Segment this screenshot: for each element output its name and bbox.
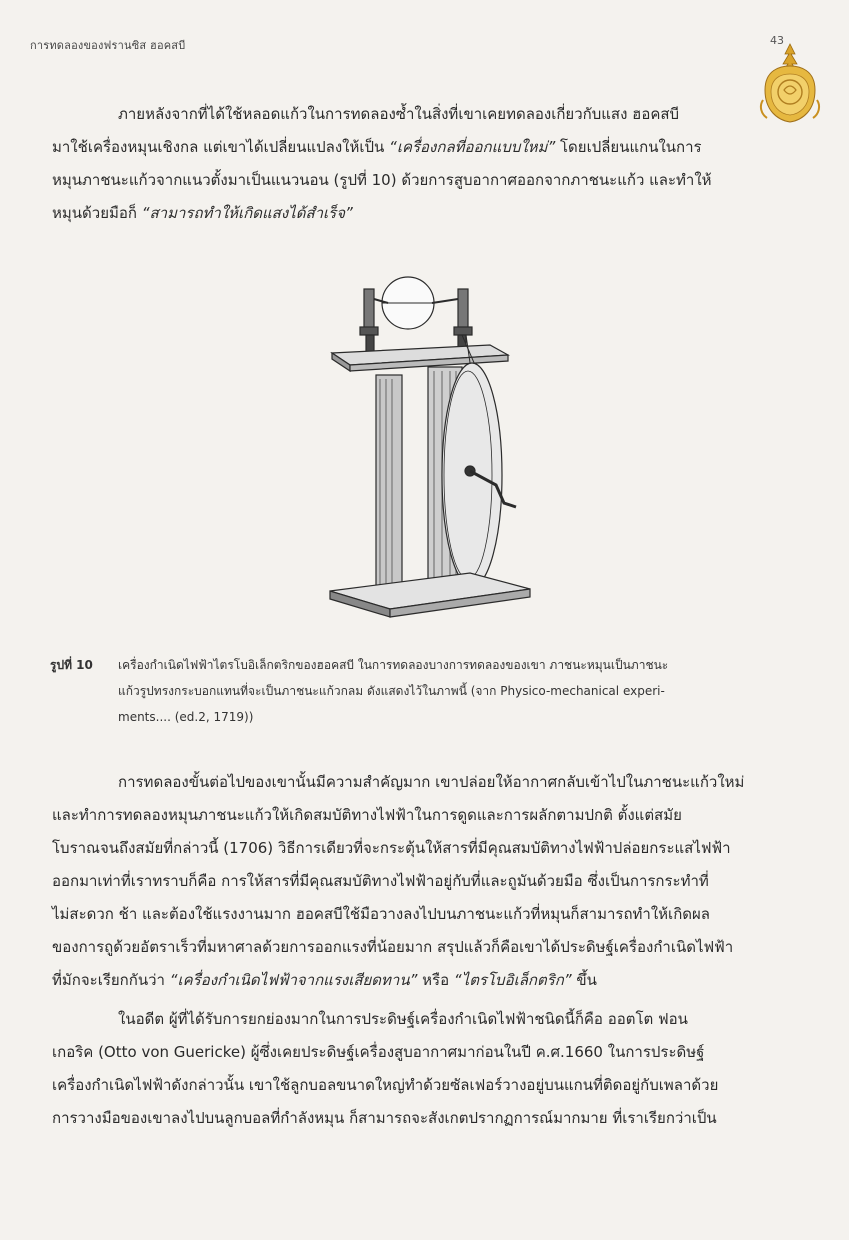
text-line: การวางมือของเขาลงไปบนลูกบอลที่กำลังหมุน ก็สามารถจะสังเกตปรากฏการณ์มากมาย ที่เราเรียกว่าเป็น [52,1109,717,1127]
paragraph-guericke [52,1003,812,1135]
text-line: เกอริค (Otto von Guericke) ผู้ซึ่งเคยประดิษฐ์เครื่องสูบอากาศมาก่อนในปี ค.ศ.1660 ในการประดิษฐ์ [52,1043,705,1061]
text-line: ที่มักจะเรียกกันว่า “เครื่องกำเนิดไฟฟ้าจากแรงเสียดทาน” หรือ “ไตรโบอิเล็กตริก” ขึ้น [52,971,597,989]
caption-line: ments.... (ed.2, 1719)) [118,710,254,724]
text-line: เครื่องกำเนิดไฟฟ้าดังกล่าวนั้น เขาใช้ลูกบอลขนาดใหญ่ทำด้วยซัลเฟอร์วางอยู่บนแกนที่ติดอยู่กับเพลาด้วย [52,1076,719,1094]
paragraph-intro [52,98,812,230]
text-line: การทดลองขั้นต่อไปของเขานั้นมีความสำคัญมาก เขาปล่อยให้อากาศกลับเข้าไปในภาชนะแก้วใหม่ [118,773,745,791]
text-line: มาใช้เครื่องหมุนเชิงกล แต่เขาได้เปลี่ยนแปลงให้เป็น “เครื่องกลที่ออกแบบใหม่” โดยเปลี่ยนแกนในการ [52,138,702,156]
paragraph-next-experiment [52,766,812,997]
text-line: ในอดีต ผู้ที่ได้รับการยกย่องมากในการประดิษฐ์เครื่องกำเนิดไฟฟ้าชนิดนี้ก็คือ ออตโต ฟอน [118,1010,688,1028]
text-line: ภายหลังจากที่ได้ใช้หลอดแก้วในการทดลองซ้ำในสิ่งที่เขาเคยทดลองเกี่ยวกับแสง ฮอคสบี [118,105,680,123]
caption-line: แก้วรูปทรงกระบอกแทนที่จะเป็นภาชนะแก้วกลม ดังแสดงไว้ในภาพนี้ (จาก Physico-mechanical experi- [118,684,665,698]
caption-label: รูปที่ 10 [50,658,93,672]
text-line: ไม่สะดวก ช้า และต้องใช้แรงงานมาก ฮอคสบีใช้มือวางลงไปบนภาชนะแก้วที่หมุนก็สามารถทำให้เกิดผล [52,905,710,923]
text-line: หมุนด้วยมือก็ “สามารถทำให้เกิดแสงได้สำเร็จ” [52,204,353,222]
text-line: หมุนภาชนะแก้วจากแนวตั้งมาเป็นแนวนอน (รูปที่ 10) ด้วยการสูบอากาศออกจากภาชนะแก้ว และทำให้ [52,171,712,189]
text-line: ออกมาเท่าที่เราทราบก็คือ การให้สารที่มีคุณสมบัติทางไฟฟ้าอยู่กับที่และถูมันด้วยมือ ซึ่งเป็นการกระทำที่ [52,872,709,890]
page-number: 43 [770,34,784,47]
hauksbee-generator-illustration [320,275,535,620]
text-line: และทำการทดลองหมุนภาชนะแก้วให้เกิดสมบัติทางไฟฟ้าในการดูดและการผลักตามปกติ ตั้งแต่สมัย [52,806,682,824]
text-line: โบราณจนถึงสมัยที่กล่าวนี้ (1706) วิธีการเดียวที่จะกระตุ้นให้สารที่มีคุณสมบัติทางไฟฟ้าปล่อยกระแสไฟฟ้า [52,839,731,857]
running-title: การทดลองของฟรานซิส ฮอคสบี [30,39,186,52]
caption-line: เครื่องกำเนิดไฟฟ้าไตรโบอิเล็กตริกของฮอคสบี ในการทดลองบางการทดลองของเขา ภาชนะหมุนเป็นภาชนะ [118,658,669,672]
caption-text [118,652,810,730]
text-line: ของการถูด้วยอัตราเร็วที่มหาศาลด้วยการออกแรงที่น้อยมาก สรุปแล้วก็คือเขาได้ประดิษฐ์เครื่องกำเนิดไฟฟ้า [52,938,734,956]
